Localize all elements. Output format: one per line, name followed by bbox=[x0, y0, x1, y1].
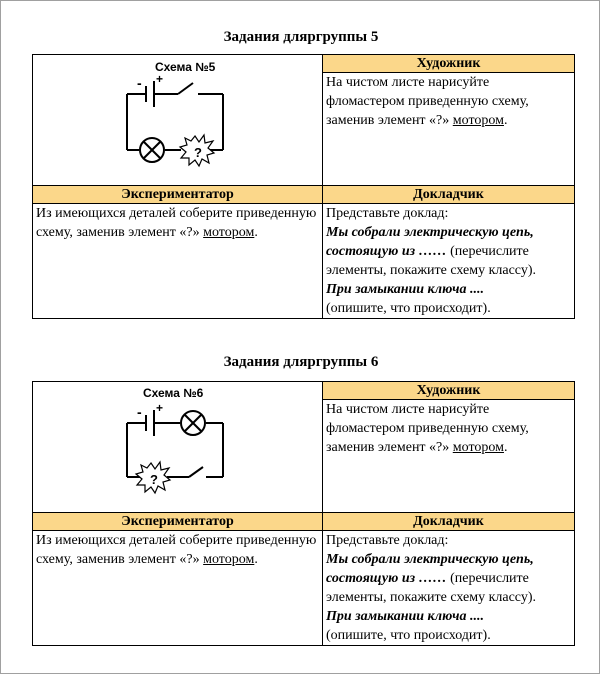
unknown-element-label: ? bbox=[150, 472, 158, 487]
unknown-element-label: ? bbox=[194, 145, 202, 160]
experimenter-6-header: Экспериментатор bbox=[33, 513, 323, 531]
group-5-heading: Задания дляргруппы 5 bbox=[223, 29, 379, 45]
scheme-5-title: Схема №5 bbox=[155, 60, 216, 74]
experimenter-5-task: Из имеющихся деталей соберите приведенную схему, заменив элемент «?» мотором. bbox=[33, 204, 323, 319]
artist-5-header: Художник bbox=[323, 55, 575, 73]
speaker-6-task: Представьте доклад: Мы собрали электрическую цепь, состоящую из …… (перечислите элементы, покажите схему классу). При замыкании ключа .... (опишите, что происходит). bbox=[323, 531, 575, 646]
motor-link: мотором bbox=[452, 113, 504, 128]
battery-minus-label: - bbox=[137, 75, 142, 91]
circuit-5-diagram bbox=[33, 55, 323, 185]
battery-icon bbox=[146, 81, 154, 107]
experimenter-6-task: Из имеющихся деталей соберите приведенную схему, заменив элемент «?» мотором. bbox=[33, 531, 323, 646]
artist-5-task: На чистом листе нарисуйте фломастером приведенную схему, заменив элемент «?» мотором. bbox=[323, 73, 575, 186]
artist-6-header: Художник bbox=[323, 382, 575, 400]
motor-link: мотором bbox=[203, 552, 255, 567]
circuit-6-diagram bbox=[33, 382, 323, 512]
unknown-element-icon bbox=[136, 462, 170, 493]
speaker-5-task: Представьте доклад: Мы собрали электрическую цепь, состоящую из …… (перечислите элементы, покажите схему классу). При замыкании ключа .... (опишите, что происходит). bbox=[323, 204, 575, 319]
speaker-6-header: Докладчик bbox=[323, 513, 575, 531]
group-6-table bbox=[32, 381, 575, 646]
scheme-6-title: Схема №6 bbox=[143, 386, 204, 400]
unknown-element-icon bbox=[180, 135, 214, 166]
scheme-6-cell bbox=[33, 382, 323, 513]
motor-link: мотором bbox=[203, 225, 255, 240]
battery-icon bbox=[146, 410, 154, 436]
speaker-5-header: Докладчик bbox=[323, 186, 575, 204]
scheme-5-cell bbox=[33, 55, 323, 186]
motor-link: мотором bbox=[452, 440, 504, 456]
artist-6-task: На чистом листе нарисуйте фломастером приведенную схему, заменив элемент «?» мотором. bbox=[323, 400, 575, 513]
group-6-heading: Задания дляргруппы 6 bbox=[223, 354, 379, 370]
group-5-table bbox=[32, 54, 575, 319]
experimenter-5-header: Экспериментатор bbox=[33, 186, 323, 204]
battery-plus-label: + bbox=[156, 401, 164, 415]
battery-plus-label: + bbox=[156, 72, 164, 86]
battery-minus-label: - bbox=[137, 404, 142, 420]
